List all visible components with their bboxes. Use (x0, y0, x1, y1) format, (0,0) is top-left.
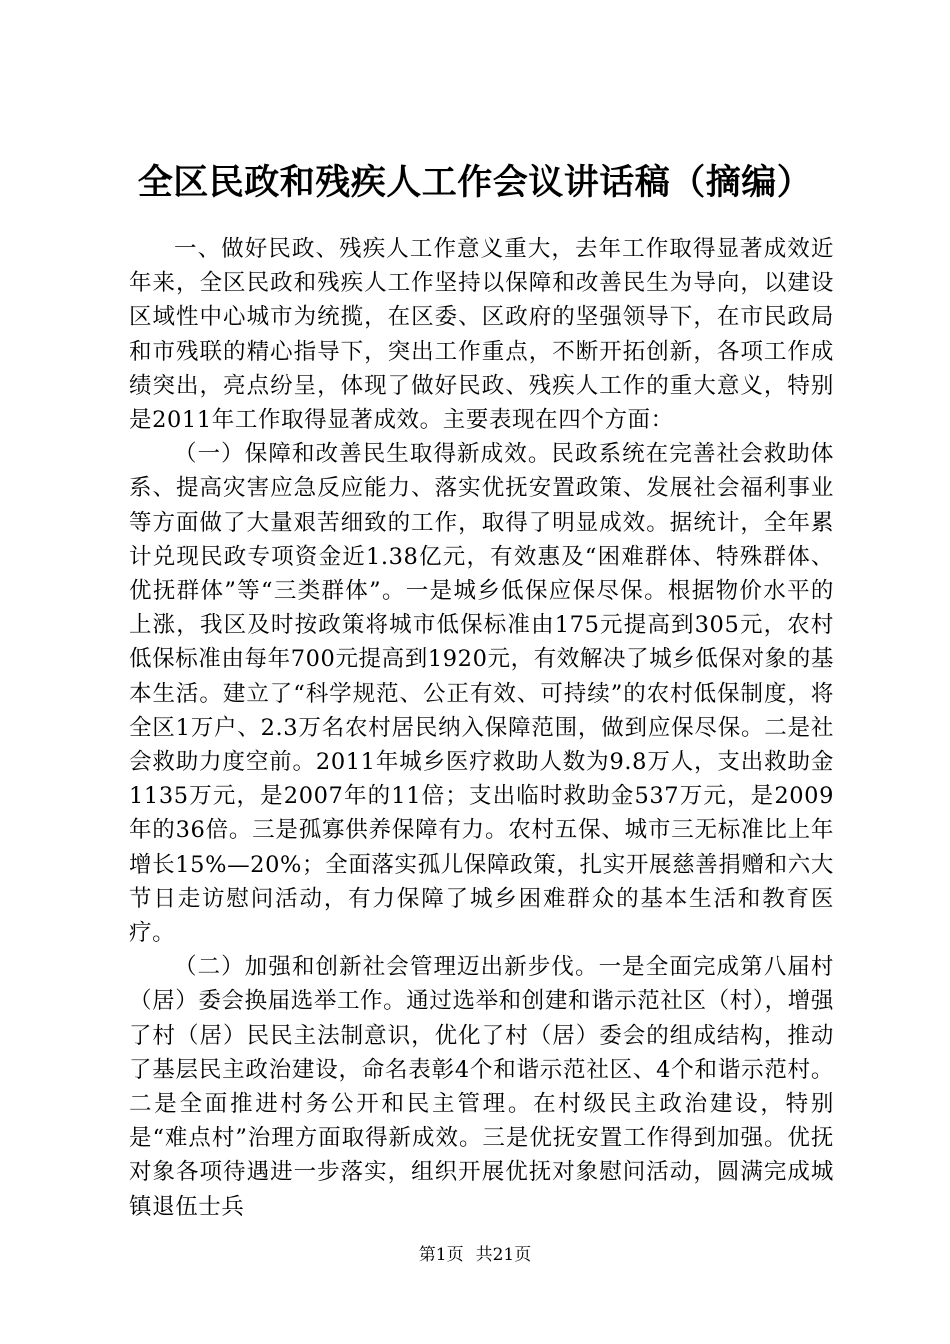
page-number: 第1页 (418, 1245, 464, 1265)
document-body (129, 232, 834, 1224)
paragraph-2: （一）保障和改善民生取得新成效。民政系统在完善社会救助体系、提高灾害应急反应能力、落实优抚安置政策、发展社会福利事业等方面做了大量艰苦细致的工作，取得了明显成效。据统计，全年累计兑现民政专项资金近1.38亿元，有效惠及“困难群体、特殊群体、优抚群体”等“三类群体”。一是城乡低保应保尽保。根据物价水平的上涨，我区及时按政策将城市低保标准由175元提高到305元，农村低保标准由每年700元提高到1920元，有效解决了城乡低保对象的基本生活。建立了“科学规范、公正有效、可持续”的农村低保制度，将全区1万户、2.3万名农村居民纳入保障范围，做到应保尽保。二是社会救助力度空前。2011年城乡医疗救助人数为9.8万人，支出救助金1135万元，是2007年的11倍；支出临时救助金537万元，是2009年的36倍。三是孤寡供养保障有力。农村五保、城市三无标准比上年增长15%—20%；全面落实孤儿保障政策，扎实开展慈善捐赠和六大节日走访慰问活动，有力保障了城乡困难群众的基本生活和教育医疗。 (129, 441, 835, 947)
page-total: 共21页 (475, 1245, 532, 1265)
document-title: 全区民政和残疾人工作会议讲话稿（摘编） (137, 162, 813, 203)
paragraph-3: （二）加强和创新社会管理迈出新步伐。一是全面完成第八届村（居）委会换届选举工作。通过选举和创建和谐示范社区（村），增强了村（居）民民主法制意识，优化了村（居）委会的组成结构，推动了基层民主政治建设，命名表彰4个和谐示范社区、4个和谐示范村。二是全面推进村务公开和民主管理。在村级民主政治建设，特别是“难点村”治理方面取得新成效。三是优抚安置工作得到加强。优抚对象各项待遇进一步落实，组织开展优抚对象慰问活动，圆满完成城镇退伍士兵 (129, 954, 834, 1220)
page-footer (0, 1243, 950, 1267)
paragraph-1: 一、做好民政、残疾人工作意义重大，去年工作取得显著成效近年来，全区民政和残疾人工作坚持以保障和改善民生为导向，以建设区域性中心城市为统揽，在区委、区政府的坚强领导下，在市民政局和市残联的精心指导下，突出工作重点，不断开拓创新，各项工作成绩突出，亮点纷呈，体现了做好民政、残疾人工作的重大意义，特别是2011年工作取得显著成效。主要表现在四个方面： (129, 236, 834, 434)
